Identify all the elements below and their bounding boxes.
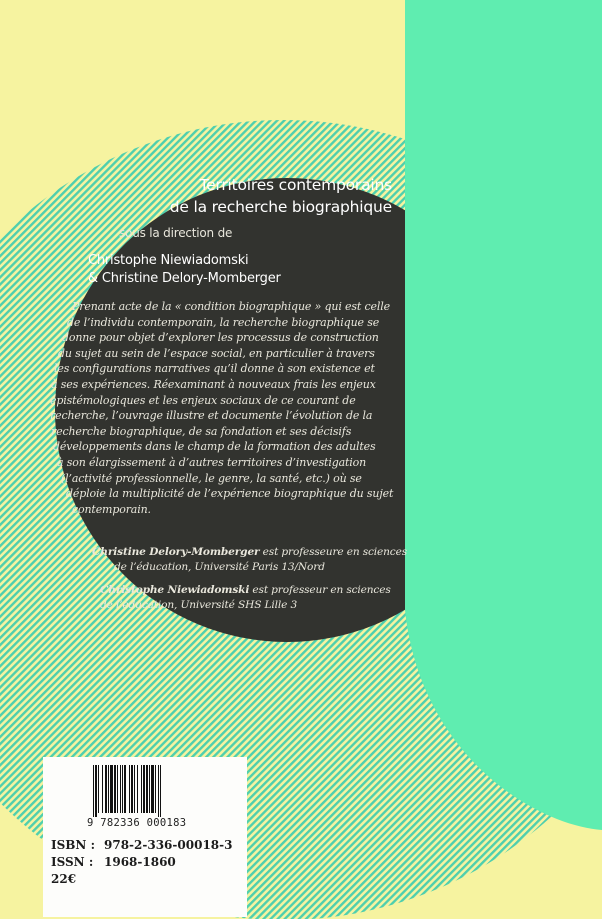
bio-text: est professeure en sciences <box>259 546 407 558</box>
bio-text: de l’éducation, Université SHS Lille 3 <box>100 599 298 611</box>
isbn-label: ISBN : <box>51 838 95 852</box>
barcode-bar <box>143 765 145 813</box>
bio-delory-momberger <box>92 545 430 575</box>
barcode-digits: 9 782336 000183 <box>87 817 187 829</box>
barcode-bar <box>146 765 148 813</box>
title-line-2: de la recherche biographique <box>169 198 392 216</box>
barcode-bar <box>124 765 126 813</box>
book-title <box>110 174 392 218</box>
barcode-bar <box>122 765 123 813</box>
barcode-icon <box>91 765 197 817</box>
isbn-row <box>51 837 232 854</box>
summary-text <box>50 299 400 517</box>
barcode-bar <box>110 765 113 813</box>
mint-band <box>405 0 602 830</box>
summary-line: recherche, l’ouvrage illustre et documente l’évolution de la <box>50 409 373 423</box>
barcode-bar <box>131 765 133 813</box>
barcode-bar <box>141 765 142 813</box>
summary-line: les configurations narratives qu’il donne à son existence et <box>54 362 375 376</box>
barcode-bar <box>117 765 118 813</box>
summary-line: développements dans le champ de la formation des adultes <box>53 440 376 454</box>
bio-text: est professeur en sciences <box>249 584 391 596</box>
barcode-bar <box>105 765 107 813</box>
barcode-bar <box>98 765 99 813</box>
barcode-panel <box>43 757 247 917</box>
direction-label: sous la direction de <box>119 226 233 240</box>
summary-line: recherche biographique, de sa fondation et ses décisifs <box>51 424 352 438</box>
bio-name: Christine Delory-Momberger <box>92 546 260 558</box>
barcode-bar <box>108 765 109 813</box>
barcode-bar <box>137 765 138 813</box>
isbn-value: 978-2-336-00018-3 <box>104 838 233 852</box>
summary-line: contemporain. <box>72 502 151 516</box>
summary-line: du sujet au sein de l’espace social, en particulier à travers <box>58 346 375 360</box>
author-bios <box>60 545 430 613</box>
summary-line: à ses expériences. Réexaminant à nouveaux frais les enjeux <box>51 377 376 391</box>
title-line-1: Territoires contemporains <box>199 176 392 194</box>
editor-2: & Christine Delory-Momberger <box>88 271 281 286</box>
barcode-bar <box>149 765 150 813</box>
summary-line: Prenant acte de la « condition biographique » qui est celle <box>72 300 390 313</box>
barcode-bar <box>134 765 135 813</box>
editor-1: Christophe Niewiadomski <box>88 253 249 268</box>
price: 22€ <box>51 872 77 886</box>
issn-value: 1968-1860 <box>104 855 176 869</box>
barcode-bar <box>155 765 156 813</box>
barcode-bar <box>151 765 154 813</box>
summary-line: déploie la multiplicité de l’expérience biographique du sujet <box>66 487 394 501</box>
editors <box>88 252 281 288</box>
issn-row <box>51 854 232 871</box>
summary-line: épistémologiques et les enjeux sociaux de ce courant de <box>50 393 356 407</box>
barcode-bar <box>129 765 130 813</box>
summary-line: de l’individu contemporain, la recherche biographique se <box>67 315 380 329</box>
barcode-bar <box>158 765 159 817</box>
isbn-block <box>51 837 232 888</box>
barcode-bar <box>102 765 103 813</box>
barcode-bar <box>160 765 161 817</box>
summary-line: donne pour objet d’explorer les processus de construction <box>62 331 379 345</box>
bio-name: Christophe Niewiadomski <box>100 584 250 596</box>
barcode-bar <box>114 765 116 813</box>
barcode-bar <box>93 765 94 817</box>
barcode-bar <box>120 765 121 813</box>
summary-line: (l’activité professionnelle, le genre, la santé, etc.) où se <box>61 471 362 485</box>
bio-niewiadomski <box>100 583 430 613</box>
issn-label: ISSN : <box>51 855 94 869</box>
bio-text: de l’éducation, Université Paris 13/Nord <box>114 561 325 573</box>
summary-line: à son élargissement à d’autres territoires d’investigation <box>57 455 367 469</box>
barcode-bar <box>95 765 97 817</box>
